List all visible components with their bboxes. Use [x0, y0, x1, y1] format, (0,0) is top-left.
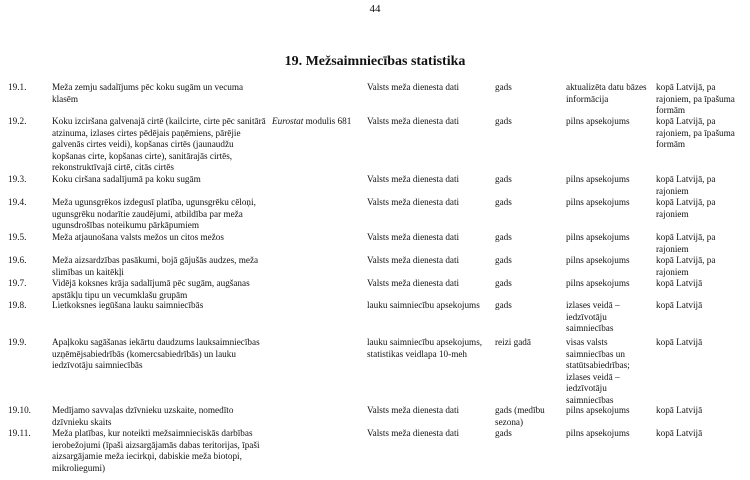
data-source: lauku saimniecību apsekojums [367, 300, 480, 310]
frequency: gads (medību sezona) [495, 405, 545, 427]
survey-method: pilns apsekojums [566, 428, 630, 438]
breakdown: kopā Latvijā [656, 278, 703, 288]
data-source: Valsts meža dienesta dati [367, 82, 460, 92]
row-number: 19.9. [8, 337, 27, 347]
frequency: gads [495, 174, 512, 184]
reference-source: Eurostat [272, 116, 304, 126]
data-source: Valsts meža dienesta dati [367, 197, 460, 207]
indicator-description: Apaļkoku sagāšanas iekārtu daudzums lauksaimniecības uzņēmējsabiedrībās (komercsabiedrībās) un lauku iedzīvotāju saimniecībās [52, 337, 260, 370]
breakdown: kopā Latvijā, pa rajoniem [656, 255, 716, 277]
data-source: Valsts meža dienesta dati [367, 255, 460, 265]
data-source: Valsts meža dienesta dati [367, 116, 460, 126]
survey-method: pilns apsekojums [566, 232, 630, 242]
breakdown: kopā Latvijā, pa rajoniem, pa īpašuma formām [656, 82, 735, 115]
indicator-description: Meža zemju sadalījums pēc koku sugām un vecuma klasēm [52, 82, 244, 104]
indicator-description: Lietkoksnes iegūšana lauku saimniecībās [52, 300, 204, 310]
frequency: gads [495, 197, 512, 207]
indicator-description: Meža aizsardzības pasākumi, bojā gājušās audzes, meža slimības un kaitēkļi [52, 255, 259, 277]
indicator-description: Medījamo savvaļas dzīvnieku uzskaite, nomedīto dzīvnieku skaits [52, 405, 234, 427]
row-number: 19.5. [8, 232, 27, 242]
survey-method: pilns apsekojums [566, 255, 630, 265]
indicator-description: Koku izciršana galvenajā cirtē (kailcirte, cirte pēc sanitārā atzinuma, izlases cirtes pēdējais paņēmiens, pārējie galvenās cirtes veidi), kopšanas cirtēs (jaunaudžu kopšanas cirte, kopšanas cirte), sanitārajās cirtēs, rekonstruktīvajā cirtē, citās cirtēs [52, 116, 266, 172]
breakdown: kopā Latvijā [656, 428, 703, 438]
frequency: reizi gadā [495, 337, 531, 347]
survey-method: pilns apsekojums [566, 405, 630, 415]
frequency: gads [495, 255, 512, 265]
row-number: 19.4. [8, 197, 27, 207]
survey-method: izlases veidā – iedzīvotāju saimniecības [566, 300, 620, 333]
indicator-description: Koku ciršana sadalījumā pa koku sugām [52, 174, 201, 184]
indicator-description: Meža atjaunošana valsts mežos un citos mežos [52, 232, 224, 242]
breakdown: kopā Latvijā [656, 405, 703, 415]
row-number: 19.1. [8, 82, 27, 92]
row-number: 19.3. [8, 174, 27, 184]
data-source: Valsts meža dienesta dati [367, 405, 460, 415]
row-number: 19.11. [8, 428, 31, 438]
survey-method: aktualizēta datu bāzes informācija [566, 82, 647, 104]
data-source: Valsts meža dienesta dati [367, 428, 460, 438]
data-source: lauku saimniecību apsekojums, statistikas veidlapa 10-meh [367, 337, 483, 359]
page-number: 44 [369, 3, 381, 15]
row-number: 19.6. [8, 255, 27, 265]
regulation-reference [272, 116, 362, 128]
breakdown: kopā Latvijā [656, 300, 703, 310]
breakdown: kopā Latvijā, pa rajoniem [656, 197, 716, 219]
indicator-description: Vidējā koksnes krāja sadalījumā pēc sugām, augšanas apstākļu tipu un vecumklašu grupām [52, 278, 250, 300]
row-number: 19.2. [8, 116, 27, 126]
survey-method: pilns apsekojums [566, 174, 630, 184]
data-source: Valsts meža dienesta dati [367, 232, 460, 242]
frequency: gads [495, 428, 512, 438]
frequency: gads [495, 82, 512, 92]
breakdown: kopā Latvijā, pa rajoniem, pa īpašuma formām [656, 116, 735, 149]
survey-method: pilns apsekojums [566, 116, 630, 126]
survey-method: pilns apsekojums [566, 197, 630, 207]
survey-method: visas valsts saimniecības un statūtsabiedrības; izlases veidā – iedzīvotāju saimniecības [566, 337, 630, 405]
frequency: gads [495, 116, 512, 126]
survey-method: pilns apsekojums [566, 278, 630, 288]
data-source: Valsts meža dienesta dati [367, 278, 460, 288]
breakdown: kopā Latvijā, pa rajoniem [656, 174, 716, 196]
breakdown: kopā Latvijā, pa rajoniem [656, 232, 716, 254]
row-number: 19.10. [8, 405, 31, 415]
frequency: gads [495, 278, 512, 288]
reference-module: modulis 681 [303, 116, 352, 126]
frequency: gads [495, 300, 512, 310]
data-source: Valsts meža dienesta dati [367, 174, 460, 184]
indicator-description: Meža platības, kur noteikti mežsaimnieciskās darbības ierobežojumi (īpaši aizsargājamās dabas teritorijas, īpaši aizsargājamie meža iecirkņi, dabiskie meža biotopi, mikroliegumi) [52, 428, 260, 473]
row-number: 19.8. [8, 300, 27, 310]
section-title: 19. Mežsaimniecības statistika [284, 54, 466, 69]
row-number: 19.7. [8, 278, 27, 288]
indicator-description: Meža ugunsgrēkos izdegusī platība, ugunsgrēku cēloņi, ugunsgrēku nodarītie zaudējumi, atbildība par meža ugunsdrošības noteikumu pārkāpumiem [52, 197, 256, 230]
frequency: gads [495, 232, 512, 242]
breakdown: kopā Latvijā [656, 337, 703, 347]
